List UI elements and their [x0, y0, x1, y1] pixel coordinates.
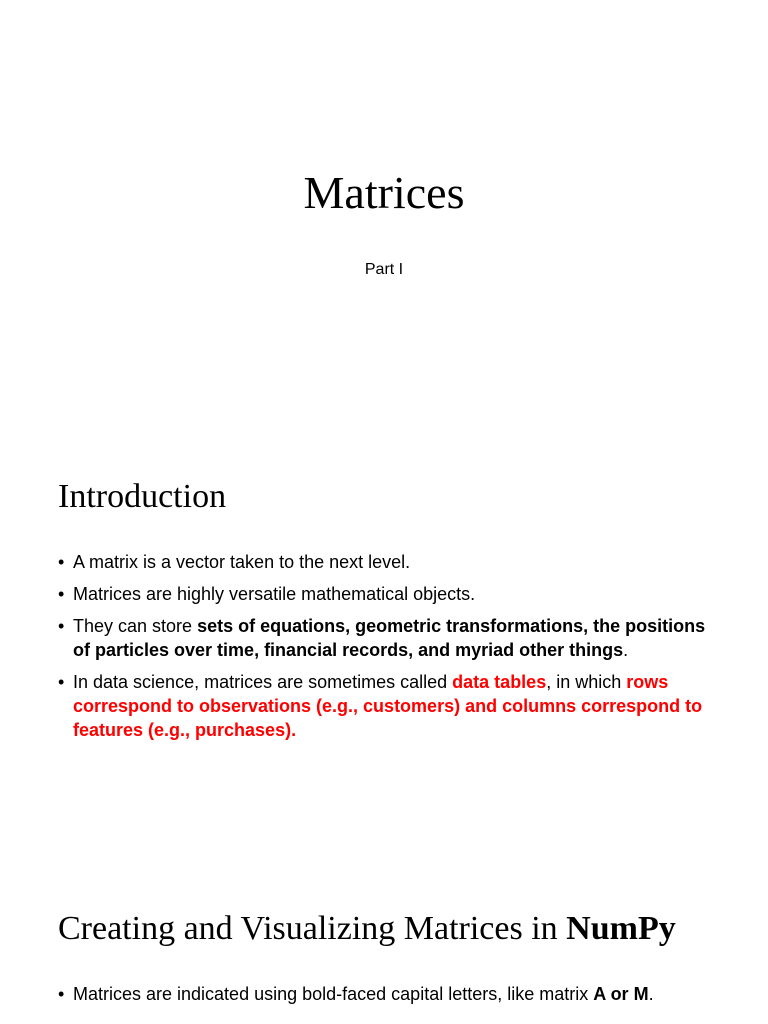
- slide-heading: Introduction: [58, 478, 227, 515]
- bullet-list: [58, 550, 718, 750]
- bullet-item: [58, 550, 718, 574]
- numpy-slide: [0, 864, 768, 1024]
- introduction-slide: [0, 432, 768, 864]
- bullet-text: .: [623, 640, 629, 660]
- bullet-item: [58, 982, 718, 1006]
- slide-subtitle: Part I: [364, 261, 404, 278]
- bullet-bold-text: A or M: [593, 984, 649, 1004]
- title-slide: [0, 0, 768, 432]
- bullet-item: [58, 670, 718, 742]
- bullet-item: [58, 582, 718, 606]
- bullet-text: .: [648, 984, 654, 1004]
- bullet-text: In data science, matrices are sometimes called: [73, 672, 453, 692]
- highlight-text: rows correspond to observations (e.g., customers) and columns correspond to features (e.g., purchases).: [73, 672, 703, 740]
- bullet-bold-text: sets of equations, geometric transformations, the positions of particles over time, financial records, and myriad other things: [73, 616, 706, 660]
- bullet-icon: •: [58, 552, 65, 572]
- bullet-item: [58, 614, 718, 662]
- heading-text: Creating and Visualizing Matrices in: [58, 910, 567, 947]
- bullet-icon: •: [58, 616, 65, 636]
- highlight-text: data tables: [452, 672, 547, 692]
- heading-bold-text: NumPy: [566, 910, 676, 947]
- bullet-list: [58, 982, 718, 1014]
- bullet-text: They can store: [73, 616, 198, 636]
- bullet-text: , in which: [546, 672, 627, 692]
- bullet-text: A matrix is a vector taken to the next level.: [73, 552, 411, 572]
- bullet-icon: •: [58, 672, 65, 692]
- slide-heading: [58, 908, 676, 950]
- bullet-text: Matrices are indicated using bold-faced capital letters, like matrix: [73, 984, 594, 1004]
- slide-title: Matrices: [303, 167, 465, 218]
- bullet-icon: •: [58, 584, 65, 604]
- bullet-icon: •: [58, 984, 65, 1004]
- bullet-text: Matrices are highly versatile mathematical objects.: [73, 584, 476, 604]
